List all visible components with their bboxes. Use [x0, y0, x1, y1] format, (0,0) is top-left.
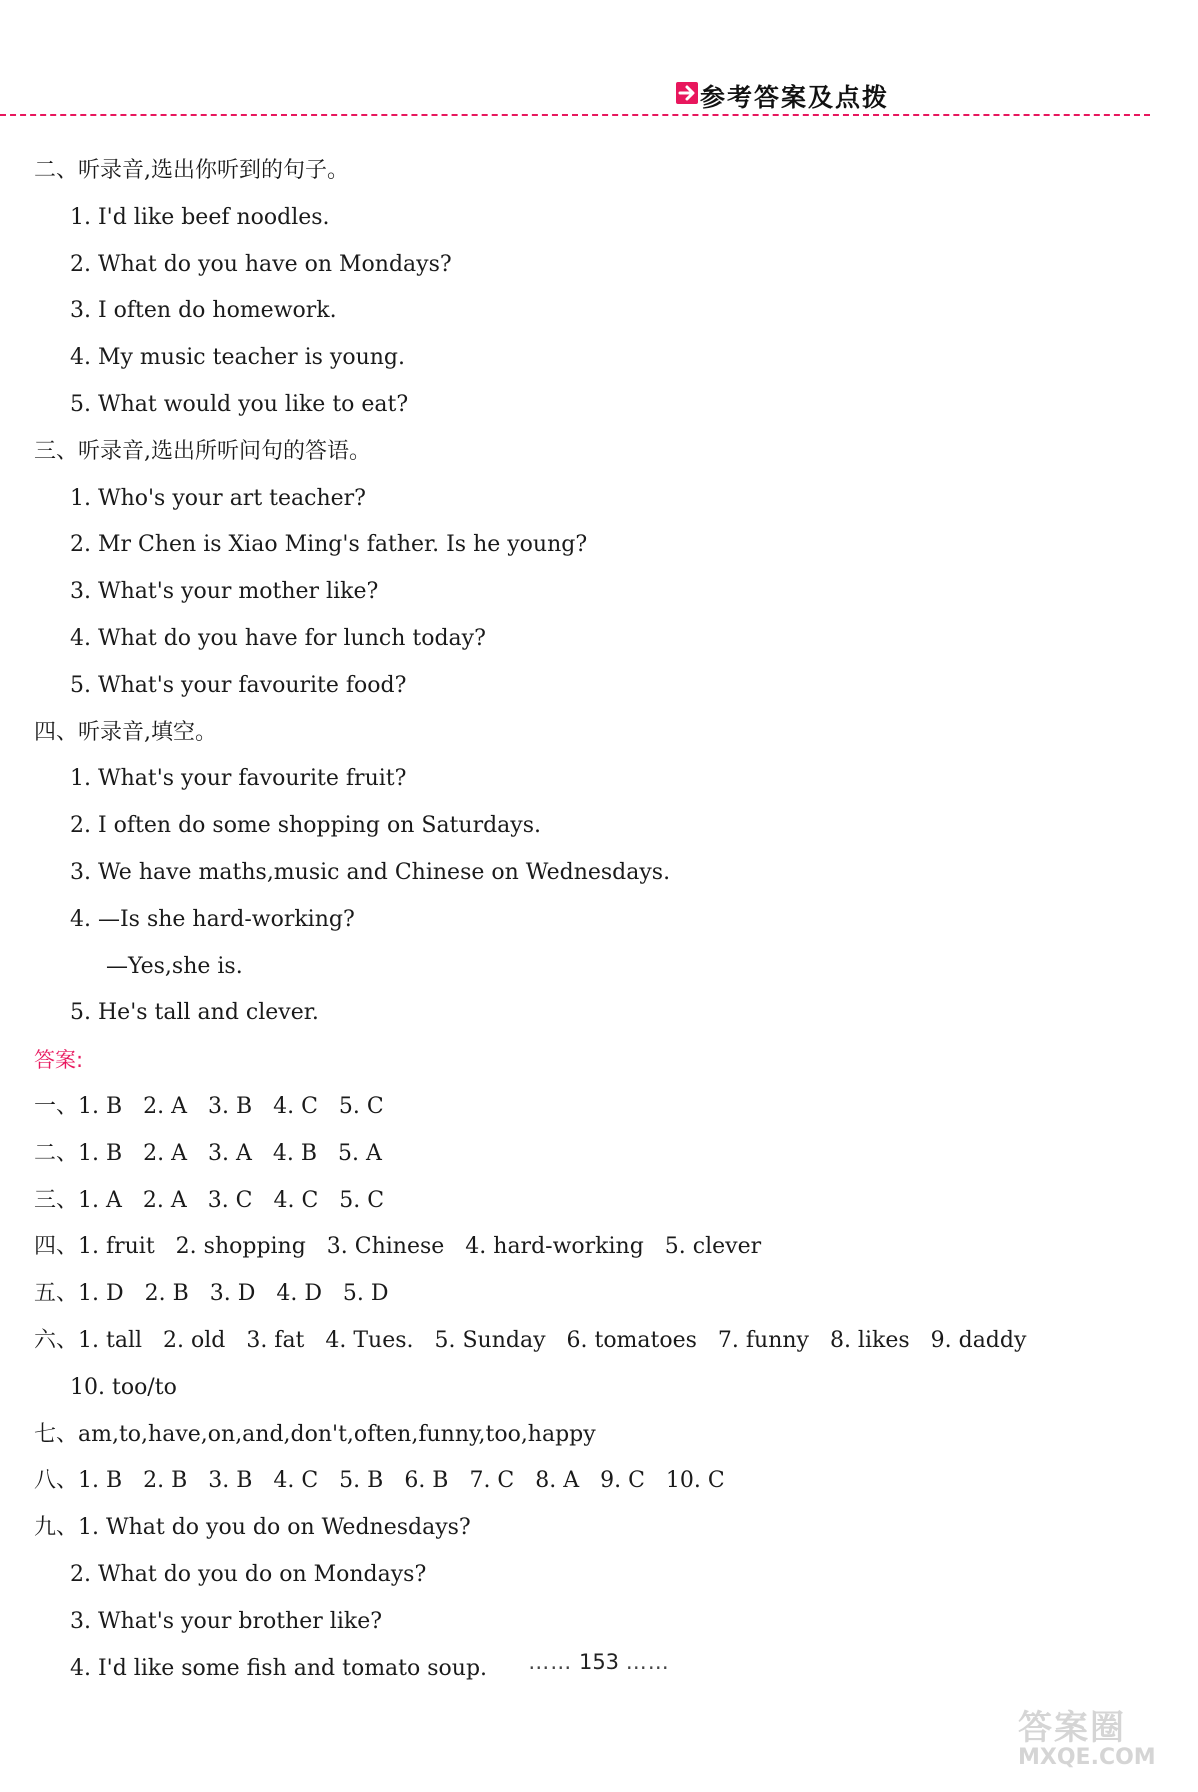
section-line: 九、1. What do you do on Wednesdays?	[34, 1515, 471, 1541]
item-line: —Yes,she is.	[106, 953, 243, 979]
header-divider	[0, 114, 1150, 116]
section-line: 八、1. B 2. B 3. B 4. C 5. B 6. B 7. C 8. A 9. C 10. C	[34, 1468, 725, 1494]
item-line: 2. Mr Chen is Xiao Ming's father. Is he young?	[70, 532, 588, 558]
footer-dots-left: ……	[528, 1650, 573, 1674]
item-line: 2. What do you have on Mondays?	[70, 251, 452, 277]
section-line: 六、1. tall 2. old 3. fat 4. Tues. 5. Sunday 6. tomatoes 7. funny 8. likes 9. daddy	[34, 1327, 1027, 1353]
section-line: 二、听录音,选出你听到的句子。	[34, 158, 349, 183]
item-line: 5. What's your favourite food?	[70, 672, 407, 698]
item-line: 2. What do you do on Mondays?	[70, 1561, 427, 1587]
section-line: 七、am,to,have,on,and,don't,often,funny,too,happy	[34, 1421, 596, 1447]
item-line: 1. What's your favourite fruit?	[70, 766, 407, 792]
section-line: 五、1. D 2. B 3. D 4. D 5. D	[34, 1281, 389, 1307]
section-line: 四、1. fruit 2. shopping 3. Chinese 4. hard-working 5. clever	[34, 1234, 762, 1260]
answer-content	[0, 148, 1100, 1692]
footer-dots-right: ……	[625, 1650, 670, 1674]
item-line: 3. What's your mother like?	[70, 579, 379, 605]
section-line: 三、1. A 2. A 3. C 4. C 5. C	[34, 1187, 385, 1213]
header-title: 参考答案及点拨	[700, 83, 890, 112]
page-number: 153	[578, 1650, 620, 1674]
item-line: 5. What would you like to eat?	[70, 391, 409, 417]
item-line: 3. We have maths,music and Chinese on Wednesdays.	[70, 859, 671, 885]
page-header	[0, 0, 1198, 118]
section-line: 一、1. B 2. A 3. B 4. C 5. C	[34, 1093, 384, 1119]
answer-label: 答案:	[34, 1048, 84, 1073]
arrow-right-icon	[676, 82, 698, 104]
item-line: 3. I often do homework.	[70, 298, 337, 324]
item-line: 4. What do you have for lunch today?	[70, 625, 486, 651]
section-line: 二、1. B 2. A 3. A 4. B 5. A	[34, 1140, 382, 1166]
item-line: 1. I'd like beef noodles.	[70, 204, 330, 230]
page-footer	[0, 1650, 1198, 1674]
item-line: 2. I often do some shopping on Saturdays.	[70, 813, 541, 839]
section-line: 三、听录音,选出所听问句的答语。	[34, 438, 371, 464]
watermark-text: 答案圈	[1018, 1708, 1126, 1748]
item-line: 3. What's your brother like?	[70, 1608, 383, 1634]
item-line: 10. too/to	[70, 1374, 177, 1400]
item-line: 4. —Is she hard-working?	[70, 906, 355, 932]
item-line: 5. He's tall and clever.	[70, 1000, 319, 1026]
watermark-logo	[1018, 1700, 1188, 1786]
item-line: 1. Who's your art teacher?	[70, 485, 366, 511]
section-line: 四、听录音,填空。	[34, 719, 217, 745]
item-line: 4. I'd like some fish and tomato soup.	[70, 1655, 488, 1681]
item-line: 4. My music teacher is young.	[70, 345, 406, 371]
watermark-url: MXQE.COM	[1018, 1745, 1156, 1770]
